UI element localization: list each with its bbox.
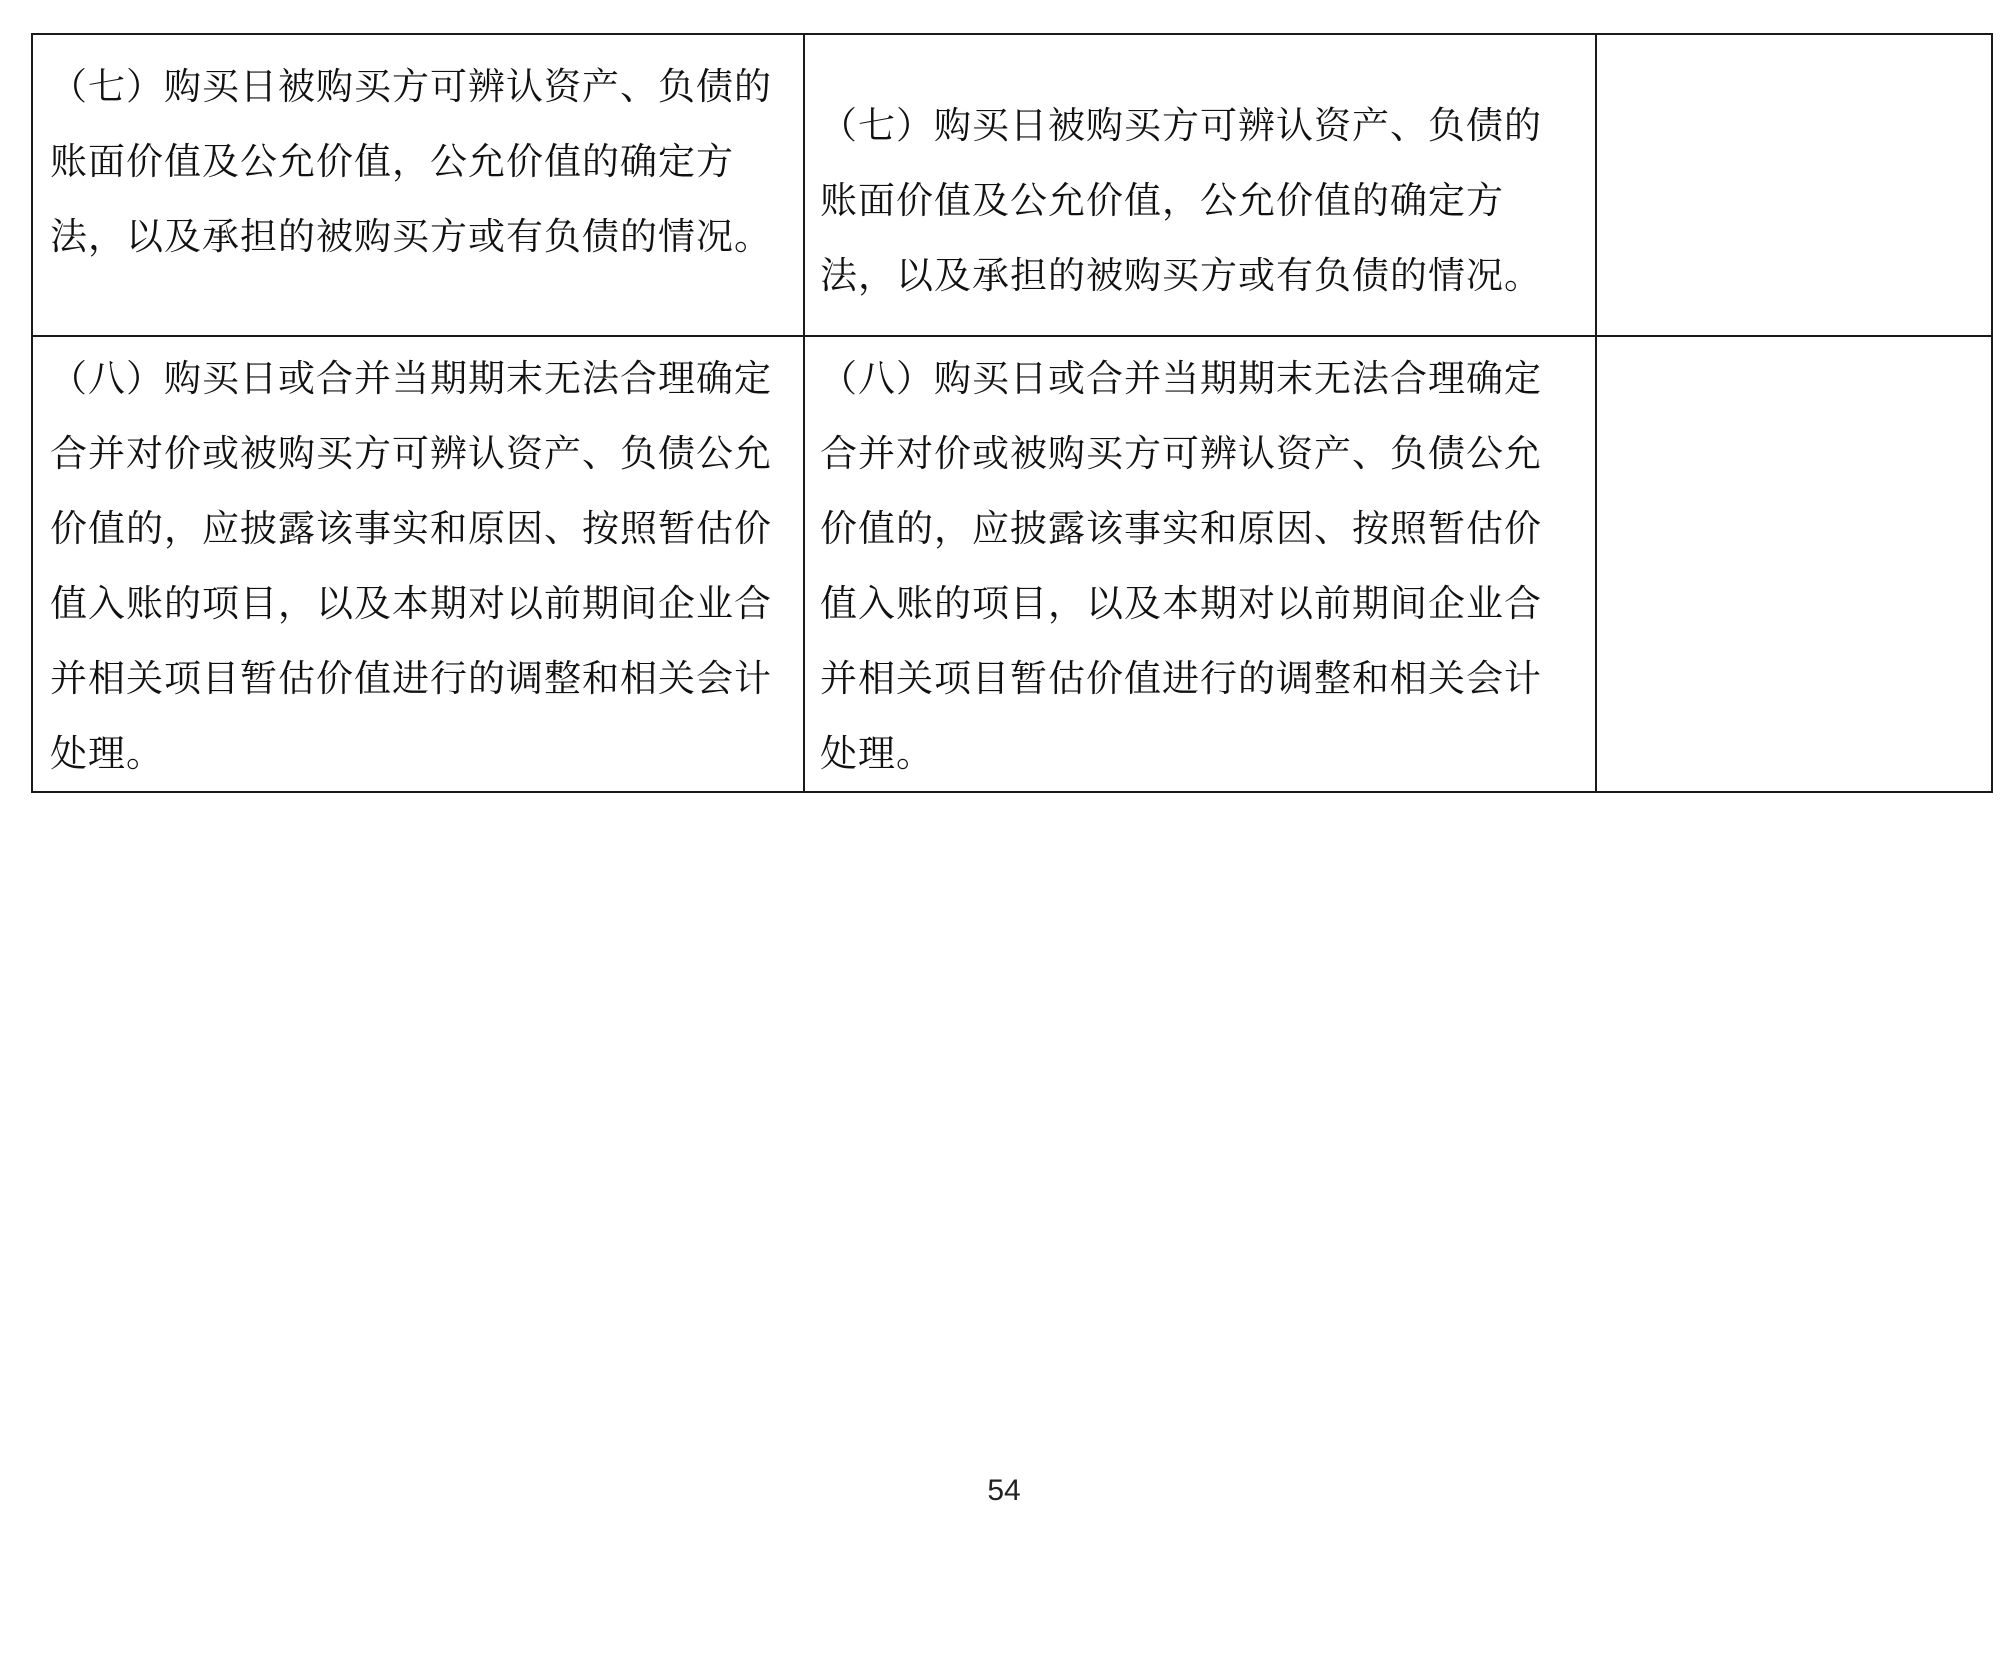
table-cell-original	[32, 336, 804, 792]
table-row	[32, 336, 1992, 792]
table-cell-note	[1596, 34, 1992, 336]
table-cell-revised	[804, 34, 1596, 336]
cell-text: （七）购买日被购买方可辨认资产、负债的账面价值及公允价值，公允价值的确定方法，以及承担的被购买方或有负债的情况。	[50, 65, 772, 258]
cell-text: （八）购买日或合并当期期末无法合理确定合并对价或被购买方可辨认资产、负债公允价值的，应披露该事实和原因、按照暂估价值入账的项目，以及本期对以前期间企业合并相关项目暂估价值进行的调整和相关会计处理。	[820, 357, 1542, 775]
table-cell-revised	[804, 336, 1596, 792]
cell-text: （七）购买日被购买方可辨认资产、负债的账面价值及公允价值，公允价值的确定方法，以及承担的被购买方或有负债的情况。	[820, 104, 1542, 297]
table-row	[32, 34, 1992, 336]
cell-text: （八）购买日或合并当期期末无法合理确定合并对价或被购买方可辨认资产、负债公允价值的，应披露该事实和原因、按照暂估价值入账的项目，以及本期对以前期间企业合并相关项目暂估价值进行的调整和相关会计处理。	[50, 357, 772, 775]
comparison-table	[31, 33, 1993, 793]
table-cell-original	[32, 34, 804, 336]
page-number: 54	[987, 1474, 1021, 1507]
table-cell-note	[1596, 336, 1992, 792]
